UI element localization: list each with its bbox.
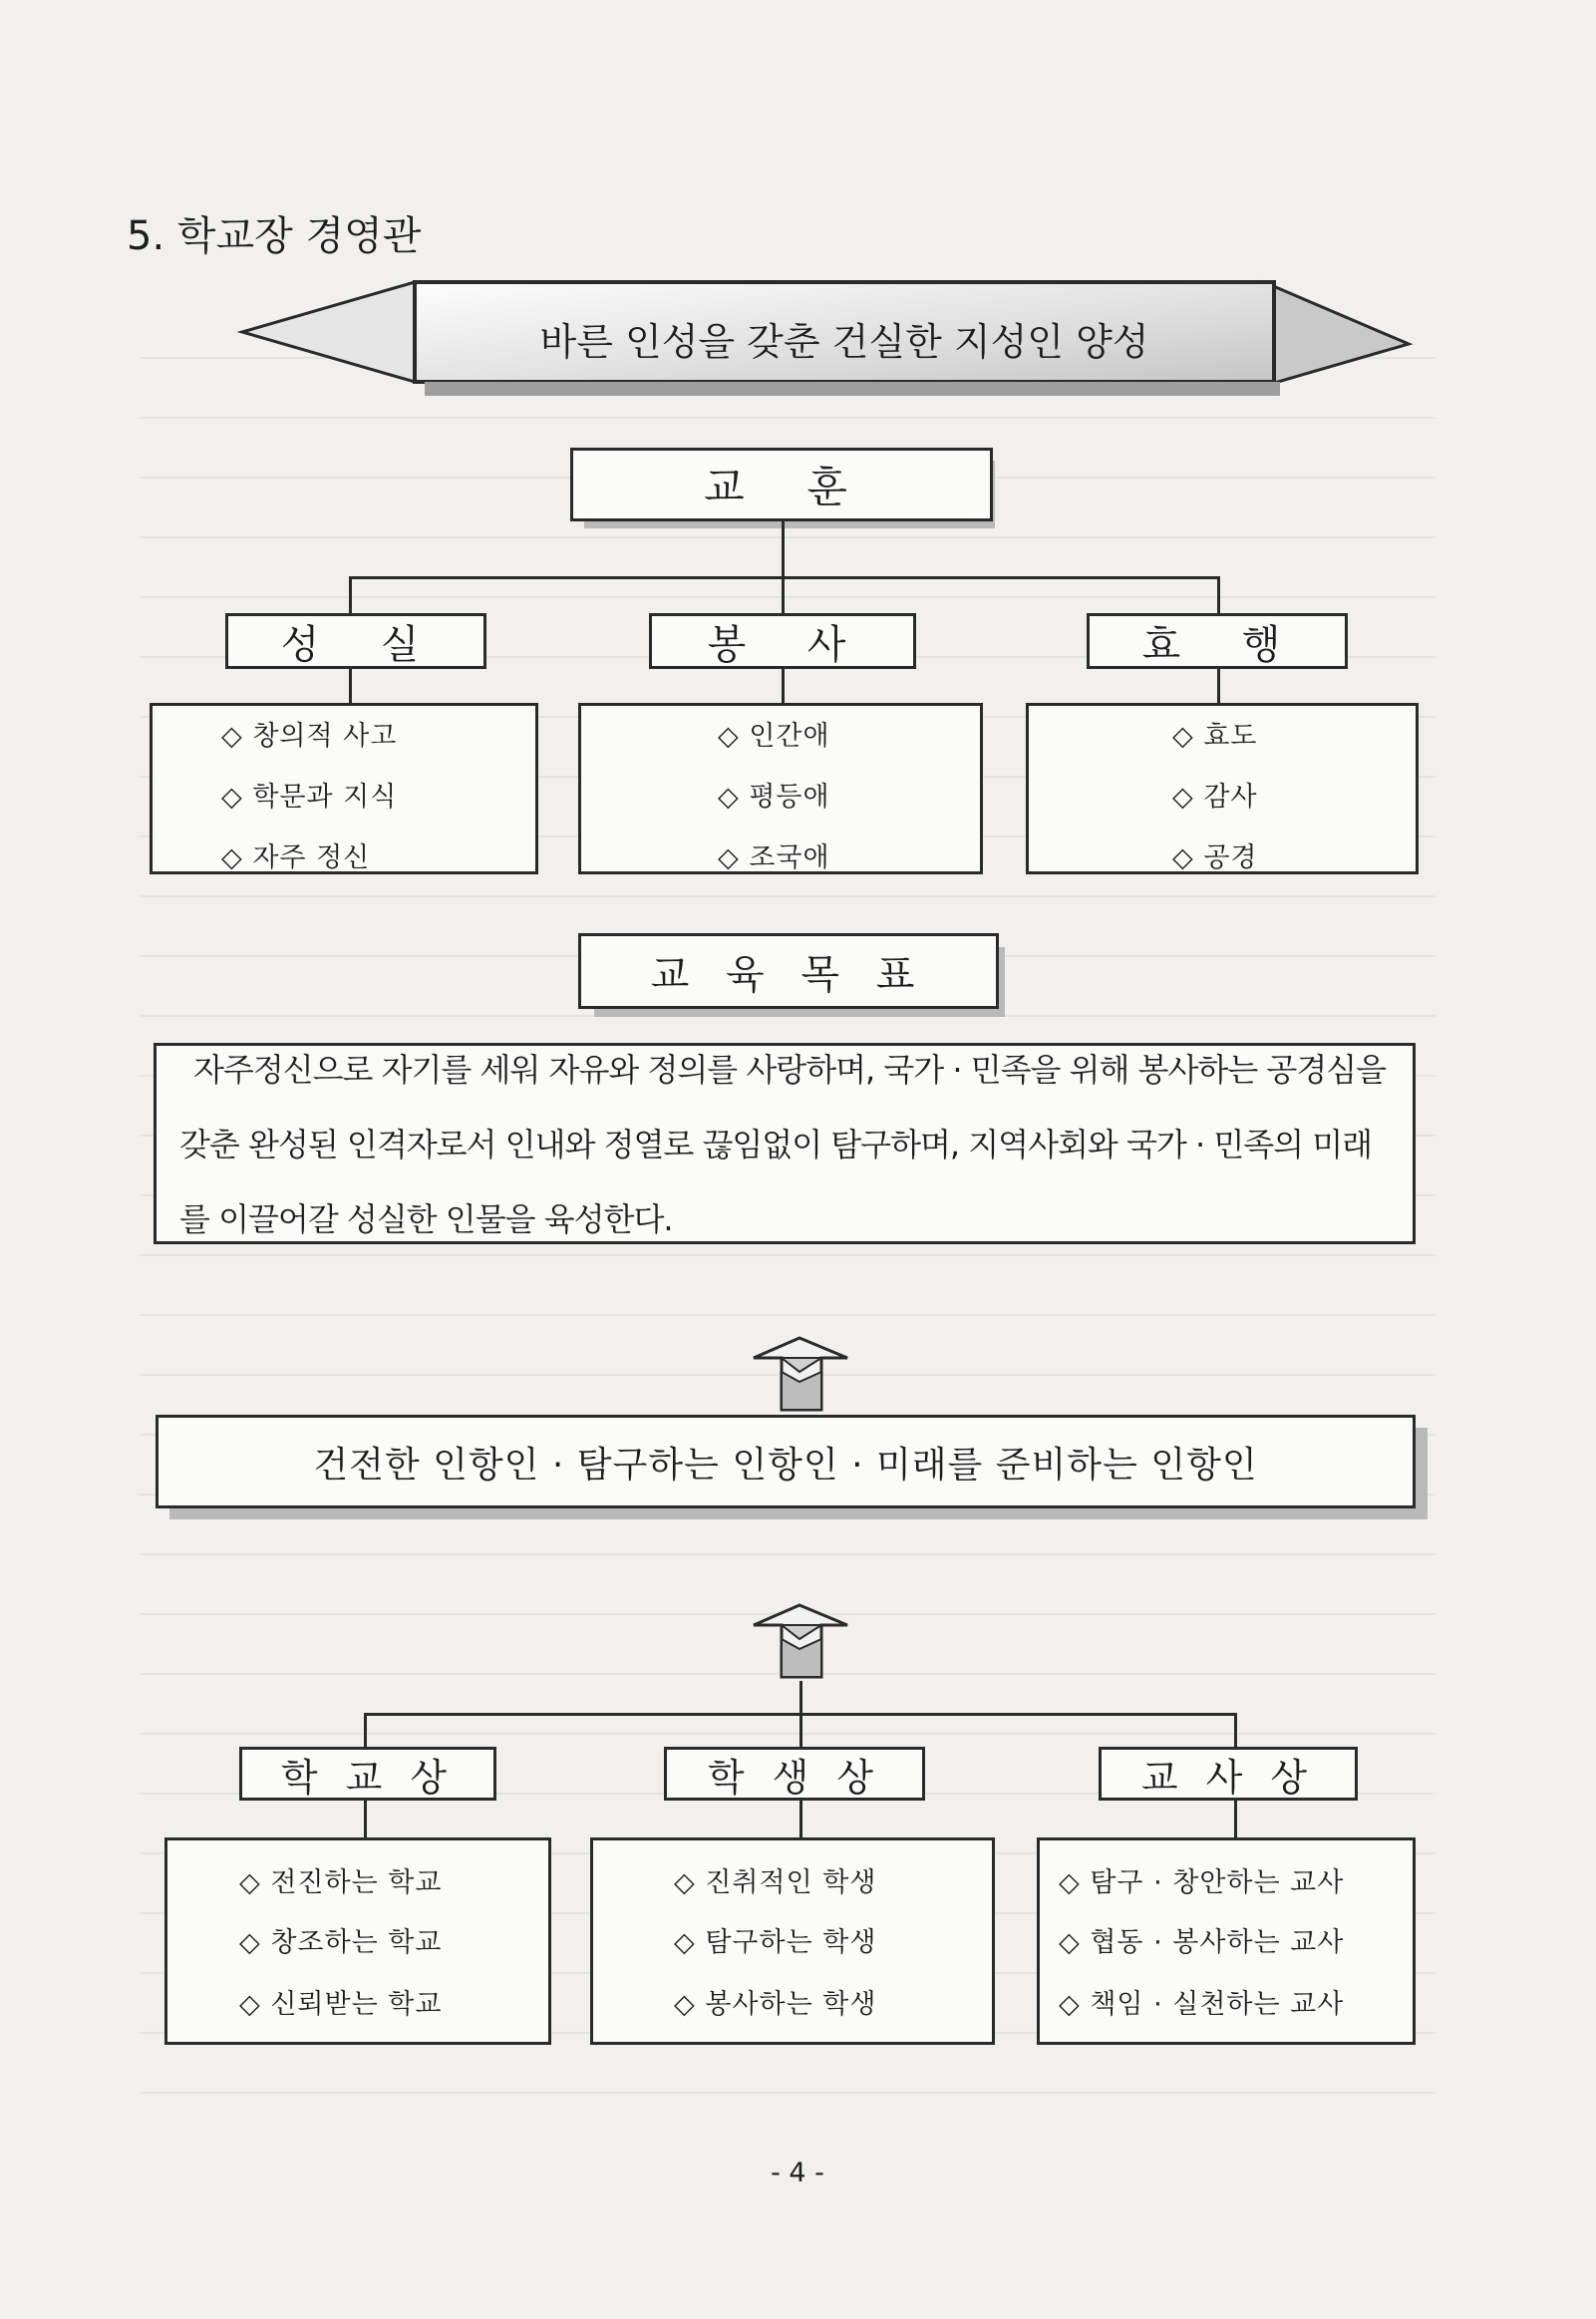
profile-label-teacher: 교 사 상 [1099,1747,1358,1801]
motto-connector [349,576,1220,579]
goal-line-3: 를 이끌어갈 성실한 인물을 육성한다. [179,1200,673,1238]
list-item: ◇ 탐구 · 창안하는 교사 [1059,1867,1345,1898]
section-title: 5. 학교장 경영관 [127,213,422,259]
motto-connector [349,669,352,705]
motto-title: 교 훈 [570,448,993,521]
motto-connector [1217,669,1220,705]
ideal-person-banner: 건전한 인항인 · 탐구하는 인항인 · 미래를 준비하는 인항인 [156,1415,1416,1508]
up-arrow-icon [750,1603,851,1681]
profile-label-school: 학 교 상 [239,1747,496,1801]
list-item: ◇ 봉사하는 학생 [674,1989,877,2020]
vision-text: 바른 인성을 갖춘 건실한 지성인 양성 [539,320,1149,364]
list-item: ◇ 탐구하는 학생 [674,1927,877,1958]
profile-connector [1234,1713,1237,1749]
list-item: ◇ 자주 정신 [221,842,371,873]
profile-connector [364,1801,367,1838]
profile-connector [799,1801,802,1838]
list-item: ◇ 공경 [1172,842,1258,873]
list-item: ◇ 효도 [1172,721,1258,752]
list-item: ◇ 조국애 [718,842,830,873]
list-item: ◇ 감사 [1172,782,1258,813]
profile-label-student: 학 생 상 [664,1747,925,1801]
profile-connector [799,1681,802,1714]
motto-label-service: 봉 사 [649,613,916,669]
goal-title: 교 육 목 표 [578,933,999,1009]
profile-connector [364,1713,367,1749]
motto-connector [782,669,785,705]
list-item: ◇ 학문과 지식 [221,782,398,813]
motto-connector [782,521,785,577]
up-arrow-icon [750,1336,851,1414]
goal-line-1: 자주정신으로 자기를 세워 자유와 정의를 사랑하며, 국가 · 민족을 위해 봉사하는 공경심을 [193,1051,1387,1089]
goal-line-2: 갖춘 완성된 인격자로서 인내와 정열로 끊임없이 탐구하며, 지역사회와 국가 · 민족의 미래 [179,1126,1373,1163]
list-item: ◇ 책임 · 실천하는 교사 [1059,1989,1345,2020]
motto-label-filial-piety: 효 행 [1087,613,1348,669]
profile-connector [799,1713,802,1749]
list-item: ◇ 협동 · 봉사하는 교사 [1059,1927,1345,1958]
profile-connector [1234,1801,1237,1838]
motto-label-sincerity: 성 실 [225,613,486,669]
list-item: ◇ 인간애 [718,721,830,752]
list-item: ◇ 창의적 사고 [221,721,398,752]
page-number: - 4 - [771,2157,824,2188]
list-item: ◇ 진취적인 학생 [674,1867,877,1898]
list-item: ◇ 창조하는 학교 [239,1927,443,1958]
list-item: ◇ 전진하는 학교 [239,1867,443,1898]
list-item: ◇ 평등애 [718,782,830,813]
list-item: ◇ 신뢰받는 학교 [239,1989,443,2020]
